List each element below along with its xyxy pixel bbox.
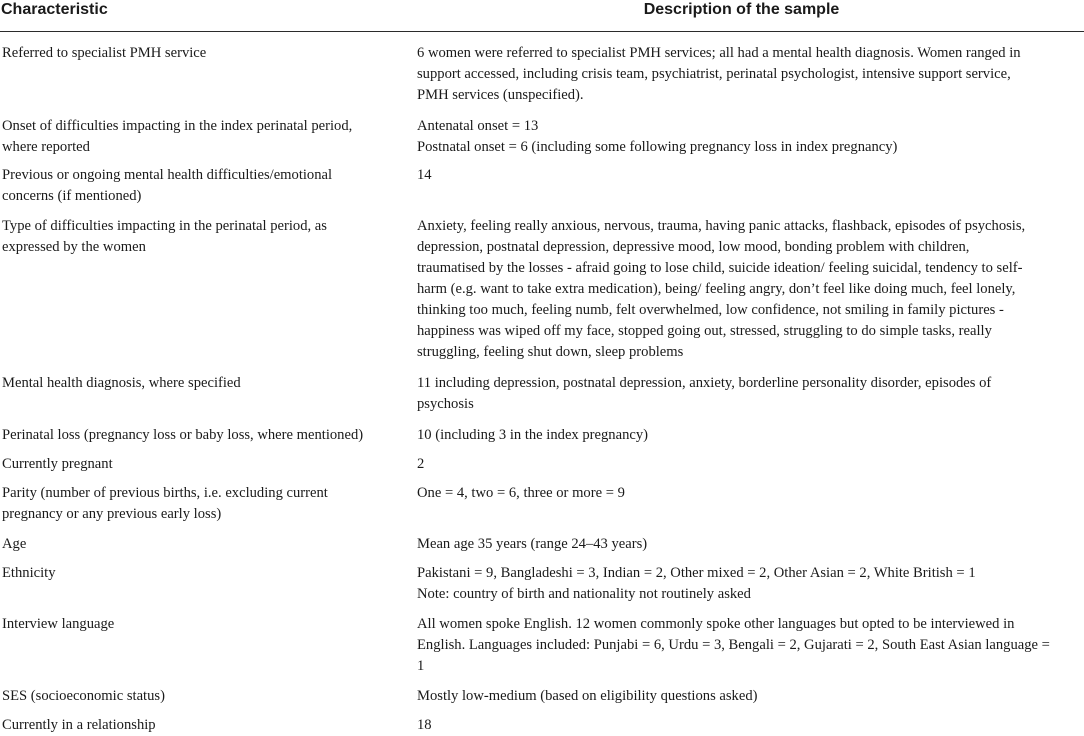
description-line: Postnatal onset = 6 (including some following pregnancy loss in index pregnancy) [417,139,898,155]
description-line: PMH services (unspecified). [417,87,584,103]
description-line: Pakistani = 9, Bangladeshi = 3, Indian = 2, Other mixed = 2, Other Asian = 2, White British = 1 [417,565,976,581]
row-characteristic [2,165,402,207]
description-line: harm (e.g. want to take extra medication), being/ feeling angry, don’t feel like doing much, feel lonely, [417,281,1016,297]
description-line: Note: country of birth and nationality not routinely asked [417,586,751,602]
row-description [417,686,1084,707]
characteristic-line: Age [2,536,27,552]
row-characteristic [2,425,402,446]
description-line: support accessed, including crisis team, psychiatrist, perinatal psychologist, intensive support service, [417,66,1011,82]
row-description [417,116,1084,158]
row-characteristic [2,43,402,64]
description-line: happiness was wiped off my face, stopped going out, stressed, struggling to do simple tasks, really [417,323,992,339]
characteristic-line: expressed by the women [2,239,146,255]
row-characteristic [2,614,402,635]
characteristic-line: Referred to specialist PMH service [2,45,207,61]
row-description [417,216,1084,363]
row-characteristic [2,216,402,258]
description-line: struggling, feeling shut down, sleep problems [417,344,684,360]
characteristic-line: Mental health diagnosis, where specified [2,375,241,391]
header-description: Description of the sample [643,1,840,18]
description-line: Antenatal onset = 13 [417,118,539,134]
description-line: One = 4, two = 6, three or more = 9 [417,485,625,501]
characteristic-line: Onset of difficulties impacting in the index perinatal period, [2,118,353,134]
description-line: 14 [417,167,432,183]
row-characteristic [2,534,402,555]
row-description [417,425,1084,446]
characteristic-line: Interview language [2,616,115,632]
row-description [417,614,1084,677]
description-line: 11 including depression, postnatal depression, anxiety, borderline personality disorder, episodes of [417,375,992,391]
characteristic-line: concerns (if mentioned) [2,188,142,204]
row-description [417,454,1084,475]
row-description [417,165,1084,186]
description-line: 18 [417,717,432,733]
description-line: 6 women were referred to specialist PMH services; all had a mental health diagnosis. Women ranged in [417,45,1021,61]
description-line: traumatised by the losses - afraid going to lose child, suicide ideation/ feeling suicidal, tendency to self- [417,260,1023,276]
table-header-row [0,0,1084,32]
description-line: 1 [417,658,425,674]
characteristic-line: pregnancy or any previous early loss) [2,506,222,522]
row-characteristic [2,454,402,475]
characteristic-line: Perinatal loss (pregnancy loss or baby loss, where mentioned) [2,427,364,443]
row-description [417,373,1084,415]
characteristic-line: Parity (number of previous births, i.e. excluding current [2,485,328,501]
characteristic-line: Type of difficulties impacting in the perinatal period, as [2,218,327,234]
characteristic-line: Currently in a relationship [2,717,156,733]
row-description [417,534,1084,555]
description-line: 10 (including 3 in the index pregnancy) [417,427,649,443]
description-line: English. Languages included: Punjabi = 6, Urdu = 3, Bengali = 2, Gujarati = 2, South East Asian language = [417,637,1050,653]
header-characteristic: Characteristic [1,1,108,18]
characteristic-line: where reported [2,139,90,155]
row-description [417,563,1084,605]
row-characteristic [2,563,402,584]
characteristic-line: SES (socioeconomic status) [2,688,165,704]
row-characteristic [2,116,402,158]
description-line: 2 [417,456,425,472]
description-line: depression, postnatal depression, depressive mood, low mood, bonding problem with children, [417,239,970,255]
description-line: All women spoke English. 12 women commonly spoke other languages but opted to be interviewed in [417,616,1015,632]
characteristic-line: Previous or ongoing mental health difficulties/emotional [2,167,333,183]
description-line: Mean age 35 years (range 24–43 years) [417,536,648,552]
description-line: psychosis [417,396,474,412]
row-description [417,43,1084,106]
row-description [417,483,1084,504]
characteristic-line: Currently pregnant [2,456,113,472]
row-characteristic [2,373,402,394]
description-line: Anxiety, feeling really anxious, nervous, trauma, having panic attacks, flashback, episodes of psychosis, [417,218,1026,234]
description-line: Mostly low-medium (based on eligibility questions asked) [417,688,758,704]
row-characteristic [2,483,402,525]
row-characteristic [2,686,402,707]
characteristic-line: Ethnicity [2,565,56,581]
description-line: thinking too much, feeling numb, felt overwhelmed, low confidence, not smiling in family pictures - [417,302,1004,318]
